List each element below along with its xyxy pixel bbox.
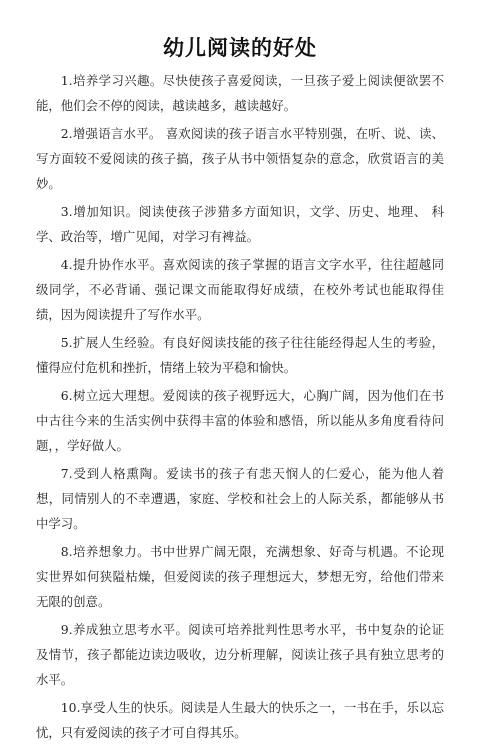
- benefits-list: [36, 68, 444, 745]
- list-item: 10.享受人生的快乐。阅读是人生最大的快乐之一，一书在手，乐以忘忧，只有爱阅读的孩子才可自得其乐。: [36, 700, 444, 740]
- list-item: 4.提升协作水平。喜欢阅读的孩子掌握的语言文字水平，往往超越同级同学，不必背诵、强记课文而能取得好成绩，在校外考试也能取得佳绩，因为阅读提升了写作水平。: [36, 257, 444, 322]
- list-item: 5.扩展人生经验。有良好阅读技能的孩子往往能经得起人生的考验，懂得应付危机和挫折，情绪上较为平稳和愉快。: [36, 335, 444, 375]
- list-item: 6.树立远大理想。爱阅读的孩子视野远大，心胸广阔，因为他们在书中古往今来的生活实例中获得丰富的体验和感悟，所以能从多角度看待问题，，学好做人。: [36, 388, 444, 453]
- list-item: 7.受到人格熏陶。爱读书的孩子有悲天悯人的仁爱心，能为他人着想，同情别人的不幸遭遇，家庭、学校和社会上的人际关系，都能够从书中学习。: [36, 466, 444, 531]
- list-item: 2.增强语言水平。 喜欢阅读的孩子语言水平特别强，在听、说、读、写方面较不爱阅读的孩子搞，孩子从书中领悟复杂的意念，欣赏语言的美妙。: [36, 126, 444, 191]
- list-item: 1.培养学习兴趣。尽快使孩子喜爱阅读，一旦孩子爱上阅读便欲罢不能，他们会不停的阅读，越读越多，越读越好。: [36, 73, 444, 113]
- list-item: 8.培养想象力。书中世界广阔无限，充满想象、好奇与机遇。不论现实世界如何狭隘枯燥，但爱阅读的孩子理想远大，梦想无穷，给他们带来无限的创意。: [36, 544, 444, 609]
- list-item: 9.养成独立思考水平。阅读可培养批判性思考水平，书中复杂的论证及情节，孩子都能边读边吸收，边分析理解，阅读让孩子具有独立思考的水平。: [36, 622, 444, 687]
- document-title: 幼儿阅读的好处: [163, 36, 317, 60]
- list-item: 3.增加知识。阅读使孩子涉猎多方面知识，文学、历史、地理、 科学、政治等，增广见闻，对学习有裨益。: [36, 204, 444, 244]
